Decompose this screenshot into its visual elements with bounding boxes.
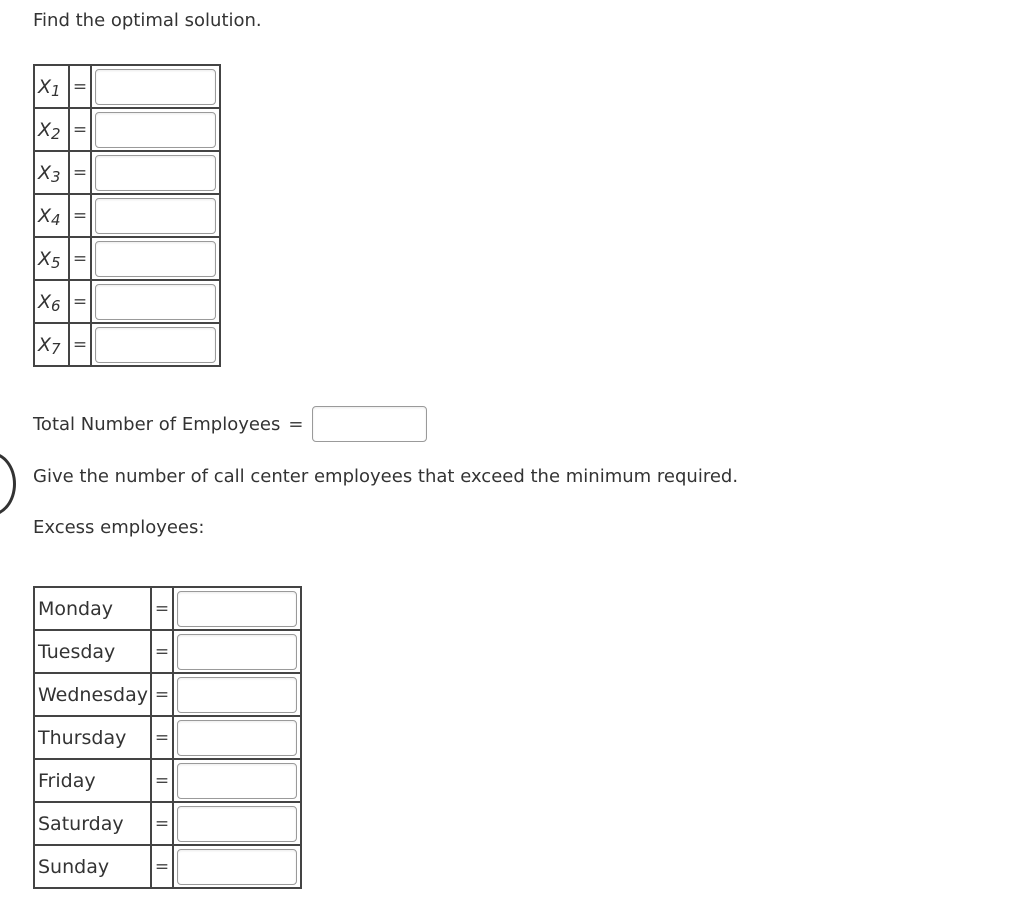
side-arc-decoration [0,452,16,516]
equals-sign: = [288,413,304,435]
total-employees-label: Total Number of Employees [33,413,281,435]
variable-label [38,334,61,356]
input-cell [91,237,220,280]
variable-base: X [38,75,52,98]
variable-base: X [38,333,52,356]
input-cell [91,280,220,323]
equals-sign: = [72,248,88,269]
equals-cell [69,65,91,108]
variable-base: X [38,247,52,270]
input-cell [91,151,220,194]
variable-base: X [38,161,52,184]
variable-label [38,205,61,227]
day-label: Friday [38,769,96,792]
variable-label [38,119,61,141]
variable-cell [34,108,69,151]
equals-cell [151,630,173,673]
day-cell [34,716,151,759]
equals-sign: = [72,291,88,312]
equals-sign: = [154,813,170,834]
variable-label [38,162,61,184]
equals-cell [69,108,91,151]
equals-sign: = [154,641,170,662]
thursday-input[interactable] [177,720,297,756]
equals-cell [151,845,173,888]
input-cell [91,323,220,366]
equals-cell [69,151,91,194]
variable-label [38,248,61,270]
day-cell [34,587,151,630]
equals-sign: = [72,119,88,140]
variable-subscript: 1 [51,81,61,100]
table-row [34,630,301,673]
input-cell [91,65,220,108]
input-cell [91,194,220,237]
equals-sign: = [72,205,88,226]
equals-cell [151,759,173,802]
variable-subscript: 2 [51,124,61,143]
table-row [34,323,220,366]
table-row [34,237,220,280]
variable-subscript: 7 [51,339,61,358]
equals-cell [69,237,91,280]
day-label: Saturday [38,812,124,835]
monday-input[interactable] [177,591,297,627]
variable-subscript: 3 [51,167,61,186]
equals-cell [69,280,91,323]
equals-cell [69,323,91,366]
x6-input[interactable] [95,284,216,320]
x4-input[interactable] [95,198,216,234]
variable-subscript: 5 [51,253,61,272]
day-cell [34,802,151,845]
day-label: Sunday [38,855,110,878]
x5-input[interactable] [95,241,216,277]
variable-base: X [38,290,52,313]
day-cell [34,759,151,802]
x3-input[interactable] [95,155,216,191]
equals-sign: = [154,770,170,791]
input-cell [173,802,301,845]
input-cell [173,587,301,630]
equals-sign: = [72,162,88,183]
variable-cell [34,65,69,108]
excess-employees-table [33,586,302,889]
variable-cell [34,280,69,323]
x7-input[interactable] [95,327,216,363]
input-cell [91,108,220,151]
sunday-input[interactable] [177,849,297,885]
table-row [34,845,301,888]
table-row [34,587,301,630]
day-cell [34,673,151,716]
x1-input[interactable] [95,69,216,105]
variable-cell [34,194,69,237]
saturday-input[interactable] [177,806,297,842]
table-row [34,280,220,323]
equals-sign: = [154,598,170,619]
day-label: Wednesday [38,683,149,706]
table-row [34,108,220,151]
equals-sign: = [154,684,170,705]
tuesday-input[interactable] [177,634,297,670]
variables-table [33,64,221,367]
input-cell [173,759,301,802]
table-row [34,716,301,759]
table-row [34,802,301,845]
x2-input[interactable] [95,112,216,148]
day-label: Thursday [38,726,127,749]
equals-cell [151,716,173,759]
total-employees-input[interactable] [312,406,427,442]
equals-cell [151,802,173,845]
table-row [34,65,220,108]
table-row [34,759,301,802]
variable-cell [34,237,69,280]
equals-cell [151,673,173,716]
wednesday-input[interactable] [177,677,297,713]
equals-sign: = [72,76,88,97]
question-prompt: Find the optimal solution. [33,10,262,31]
variable-subscript: 4 [51,210,61,229]
day-cell [34,630,151,673]
table-row [34,194,220,237]
excess-label: Excess employees: [33,517,205,538]
equals-sign: = [154,856,170,877]
equals-sign: = [72,334,88,355]
day-label: Monday [38,597,114,620]
equals-cell [151,587,173,630]
input-cell [173,845,301,888]
variable-label [38,76,61,98]
variable-cell [34,323,69,366]
equals-cell [69,194,91,237]
table-row [34,673,301,716]
variable-base: X [38,118,52,141]
excess-prompt: Give the number of call center employees that exceed the minimum required. [33,466,739,487]
day-cell [34,845,151,888]
friday-input[interactable] [177,763,297,799]
variable-label [38,291,61,313]
variable-subscript: 6 [51,296,61,315]
equals-sign: = [154,727,170,748]
variable-cell [34,151,69,194]
input-cell [173,673,301,716]
table-row [34,151,220,194]
total-employees-row [33,406,427,442]
input-cell [173,630,301,673]
input-cell [173,716,301,759]
variable-base: X [38,204,52,227]
day-label: Tuesday [38,640,116,663]
